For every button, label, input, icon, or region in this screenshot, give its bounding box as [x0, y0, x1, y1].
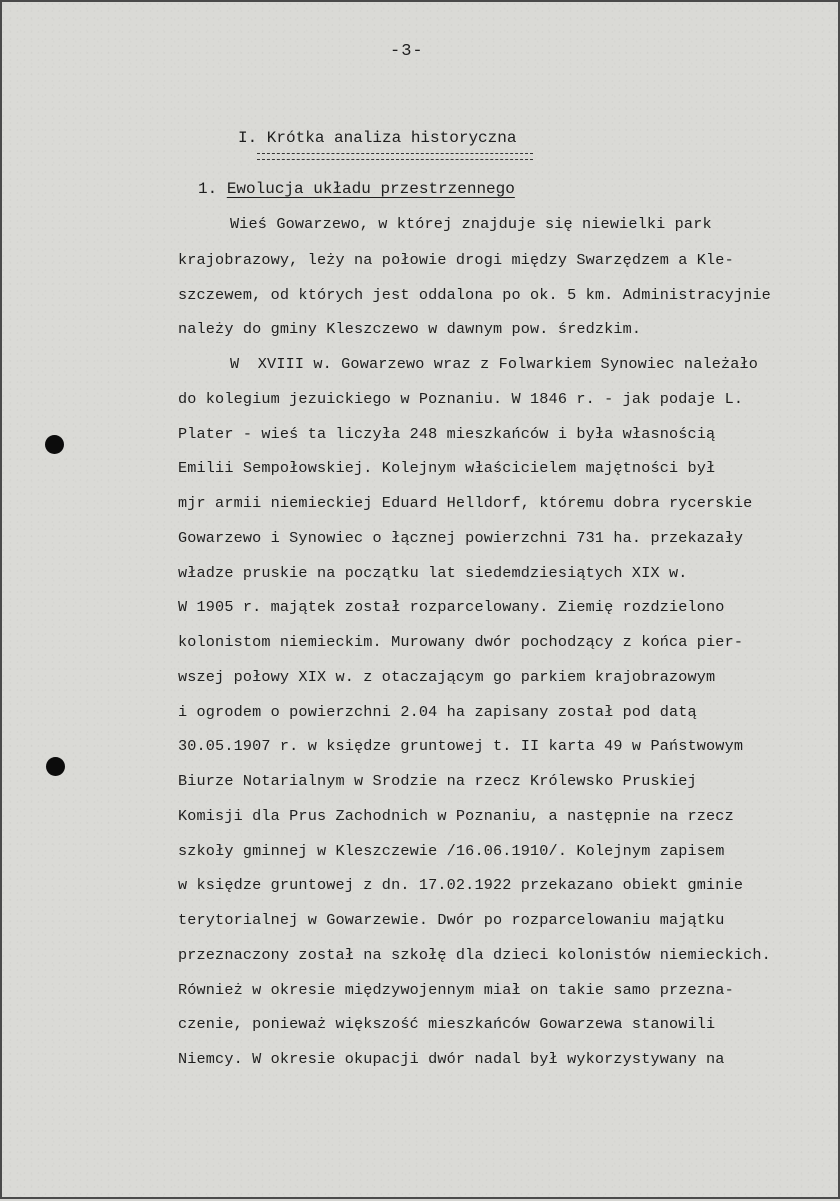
text-line: W 1905 r. majątek został rozparcelowany. Ziemię rozdzielono [178, 598, 725, 616]
text-line: terytorialnej w Gowarzewie. Dwór po rozparcelowaniu majątku [178, 911, 725, 929]
text-line: szkoły gminnej w Kleszczewie /16.06.1910/. Kolejnym zapisem [178, 842, 725, 860]
section-heading: I. Krótka analiza historyczna [238, 129, 517, 147]
body-text [2, 2, 840, 1201]
text-line: Biurze Notarialnym w Srodzie na rzecz Królewsko Pruskiej [178, 772, 697, 790]
text-line: 30.05.1907 r. w księdze gruntowej t. II karta 49 w Państwowym [178, 737, 744, 755]
text-line: w księdze gruntowej z dn. 17.02.1922 przekazano obiekt gminie [178, 876, 744, 894]
text-line: przeznaczony został na szkołę dla dzieci kolonistów niemieckich. [178, 946, 771, 964]
text-line: do kolegium jezuickiego w Poznaniu. W 1846 r. - jak podaje L. [178, 390, 744, 408]
punch-hole-icon [46, 757, 65, 776]
text-line: Gowarzewo i Synowiec o łącznej powierzchni 731 ha. przekazały [178, 529, 744, 547]
text-line: władze pruskie na początku lat siedemdziesiątych XIX w. [178, 564, 688, 582]
page-number: -3- [390, 42, 424, 61]
text-line: i ogrodem o powierzchni 2.04 ha zapisany został pod datą [178, 703, 697, 721]
text-line: Wieś Gowarzewo, w której znajduje się niewielki park [230, 215, 712, 233]
text-line: mjr armii niemieckiej Eduard Helldorf, któremu dobra rycerskie [178, 494, 753, 512]
text-line: czenie, ponieważ większość mieszkańców Gowarzewa stanowili [178, 1015, 716, 1033]
text-line: Plater - wieś ta liczyła 248 mieszkańców i była własnością [178, 425, 716, 443]
text-line: Emilii Sempołowskiej. Kolejnym właścicielem majętności był [178, 459, 716, 477]
text-line: kolonistom niemieckim. Murowany dwór pochodzący z końca pier- [178, 633, 744, 651]
subsection-title: Ewolucja układu przestrzennego [226, 180, 515, 198]
text-line: należy do gminy Kleszczewo w dawnym pow. średzkim. [178, 320, 642, 338]
text-line: Również w okresie międzywojennym miał on takie samo przezna- [178, 981, 734, 999]
subsection-number: 1. [198, 180, 218, 198]
text-line: W XVIII w. Gowarzewo wraz z Folwarkiem Synowiec należało [230, 355, 759, 373]
punch-hole-icon [45, 435, 64, 454]
text-line: szczewem, od których jest oddalona po ok. 5 km. Administracyjnie [178, 286, 771, 304]
text-line: wszej połowy XIX w. z otaczającym go parkiem krajobrazowym [178, 668, 716, 686]
text-line: Komisji dla Prus Zachodnich w Poznaniu, a następnie na rzecz [178, 807, 734, 825]
text-line: Niemcy. W okresie okupacji dwór nadal był wykorzystywany na [178, 1050, 725, 1068]
text-line: krajobrazowy, leży na połowie drogi między Swarzędzem a Kle- [178, 251, 734, 269]
